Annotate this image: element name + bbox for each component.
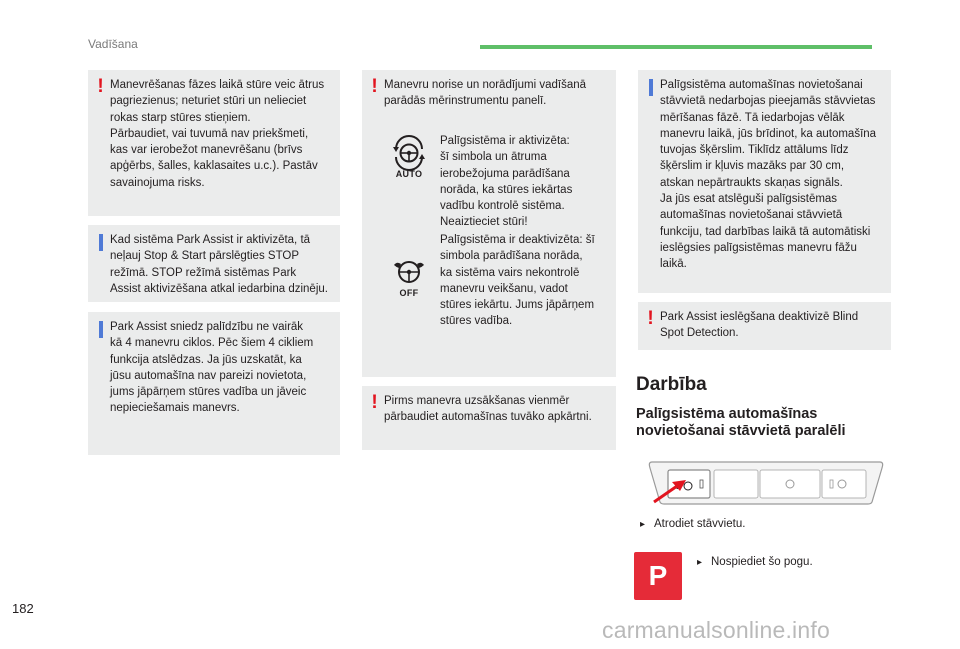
warning-text: Pirms manevra uzsākšanas vienmēr pārbaudiet automašīnas tuvāko apkārtni.: [384, 395, 592, 424]
off-description: Palīgsistēma ir deaktivizēta: šī simbola parādīšana norāda, ka sistēma vairs nekontrolē manevru veikšanu, vadot stūres iekārtu. Jums jāpārņem stūres vadība.: [440, 234, 595, 328]
warning-box-instrument-panel: [362, 70, 616, 377]
info-text: Kad sistēma Park Assist ir aktivizēta, tā neļauj Stop & Start pārslēgties STOP režīmā. STOP režīmā sistēmas Park Assist aktivizēšana atkal iedarbina dzinēju.: [110, 234, 328, 295]
section-label: Vadīšana: [88, 37, 138, 51]
section-accent-bar: [480, 45, 872, 49]
info-text: Park Assist sniedz palīdzību ne vairāk kā 4 manevru ciklos. Pēc šiem 4 cikliem funkcija atslēdzas. Ja jūs uzskatāt, ka jūsu automašīna nav pareizi novietota, jums jāpārņem stūres vadība un jāveic nepieciešamais manevrs.: [110, 321, 314, 415]
park-assist-button-icon: [634, 552, 682, 600]
info-text: Palīgsistēma automašīnas novietošanai stāvvietā nedarbojas pieejamās stāvvietas mērīšanas fāzē. Tā iedarbojas vēlāk manevru laikā, jūs brīdinot, ka automašīna tuvojas šķērslim. Tiklīdz attālums līdz šķērslim ir kļuvis mazāks par 30 cm, atskan nepārtraukts skaņas signāls. Ja jūs esat atslēguši palīgsistēmas automašīnas novietošanai stāvvietā funkciju, tad darbības laikā tā automātiski ieslēgsies palīgsistēmas manevru fāžu laikā.: [660, 79, 877, 271]
info-icon: [98, 233, 103, 251]
info-box-manoeuvre-cycles: [88, 312, 340, 455]
auto-label: AUTO: [395, 169, 423, 179]
steering-auto-icon: [390, 135, 428, 183]
step-text: Nospiediet šo pogu.: [711, 556, 813, 568]
steering-wheel-hands-icon: [390, 254, 428, 290]
control-panel-illustration: [646, 458, 886, 508]
off-label: OFF: [399, 288, 419, 298]
step-press-button: [697, 556, 813, 568]
info-box-measuring-phase: [638, 70, 891, 293]
warning-box-steering: [88, 70, 340, 216]
warning-box-surroundings: [362, 386, 616, 450]
subheading-parallel-parking: Palīgsistēma automašīnas novietošanai stāvvietā paralēli: [636, 406, 846, 439]
auto-description: Palīgsistēma ir aktivizēta: šī simbola un ātruma ierobežojuma parādīšana norāda, ka stūres iekārtas vadību kontrolē sistēma. Neaiztieciet stūri!: [440, 135, 573, 229]
switch-panel-drawing: [646, 458, 886, 508]
watermark: carmanualsonline.info: [602, 617, 830, 643]
warning-text: Park Assist ieslēgšana deaktivizē Blind Spot Detection.: [660, 311, 859, 340]
warning-icon: !: [647, 308, 654, 329]
steering-off-icon: [390, 254, 428, 302]
warning-icon: !: [371, 76, 378, 97]
arrow-bullet-icon: ▸: [640, 519, 646, 530]
info-icon: [98, 320, 103, 338]
info-box-stop-start: [88, 225, 340, 302]
step-text: Atrodiet stāvvietu.: [654, 518, 746, 530]
heading-operation: Darbība: [636, 374, 707, 395]
warning-text: Manevrēšanas fāzes laikā stūre veic ātrus pagriezienus; neturiet stūri un nelieciet rokas starp stūres stieņiem. Pārbaudiet, vai tuvumā nav priekšmeti, kas var ierobežot manevrēšanu (brīvs apģērbs, šalles, kaklasaites u.c.). Pastāv savainojuma risks.: [110, 79, 325, 189]
warning-box-blind-spot: [638, 302, 891, 350]
steering-wheel-icon: [390, 135, 428, 171]
step-find-space: [640, 518, 745, 530]
warning-text: Manevru norise un norādījumi vadīšanā parādās mērinstrumentu panelī.: [384, 79, 587, 108]
arrow-bullet-icon: ▸: [697, 557, 703, 568]
page-number: 182: [12, 601, 34, 616]
info-icon: [648, 78, 653, 96]
warning-icon: !: [371, 392, 378, 413]
park-assist-button-letter: P: [648, 560, 668, 591]
warning-icon: !: [97, 76, 104, 97]
